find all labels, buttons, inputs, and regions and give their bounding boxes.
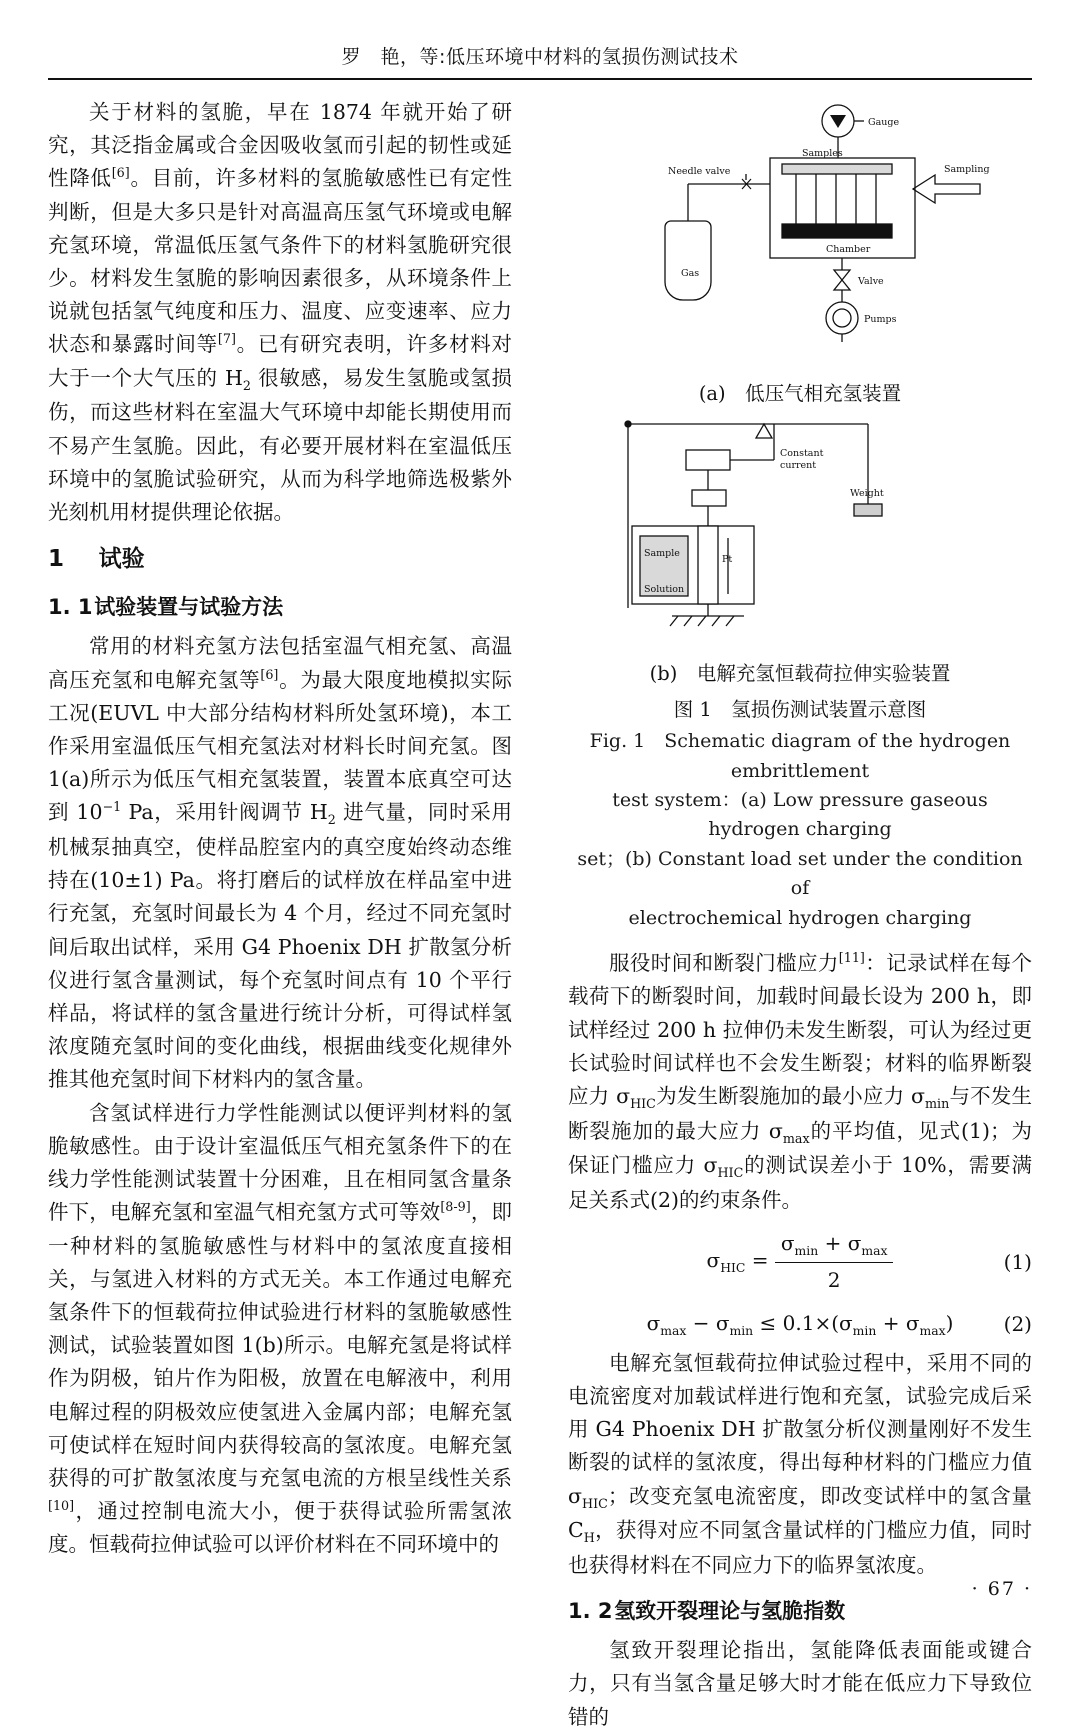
- figure-label-solution: Solution: [644, 583, 685, 595]
- paragraph: 关于材料的氢脆，早在 1874 年就开始了研究，其泛指金属或合金因吸收氢而引起的韧性或延性降低[6]。目前，许多材料的氢脆敏感性已有定性判断，但是大多只是针对高温高压氢气环境或电解充氢环境，常温低压氢气条件下的材料氢脆研究很少。材料发生氢脆的影响因素很多，从环境条件上说就包括氢气纯度和压力、温度、应变速率、应力状态和暴露时间等[7]。已有研究表明，许多材料对大于一个大气压的 $H_2$ 很敏感，易发生氢脆或氢损伤，而这些材料在室温大气环境中却能长期使用而不易产生氢脆。因此，有必要开展材料在室温低压环境中的氢脆试验研究，从而为科学地筛选极紫外光刻机用材提供理论依据。: [48, 100, 513, 524]
- paragraph: 常用的材料充氢方法包括室温气相充氢、高温高压充氢和电解充氢等[6]。为最大限度地模拟实际工况(EUVL 中大部分结构材料所处氢环境)，本工作采用室温低压气相充氢法对材料长时间充氢。图 1(a)所示为低压气相充氢装置，装置本底真空可达到 $10^{-1}$ Pa，采用针阀调节 $H_2$ 进气量，同时采用机械泵抽真空，使样品腔室内的真空度始终动态维持在(10±1) Pa。将打磨后的试样放在样品室中进行充氢，充氢时间最长为 4 个月，经过不同充氢时间后取出试样，采用 G4 Phoenix DH 扩散氢分析仪进行氢含量测试，每个充氢时间点有 10 个平行样品，将试样的氢含量进行统计分析，可得试样氢浓度随充氢时间的变化曲线，根据曲线变化规律外推其他充氢时间下材料内的氢含量。: [48, 634, 513, 1092]
- right-column: [568, 96, 1032, 1734]
- section-number: 1. 1: [48, 595, 93, 620]
- paragraph: 氢致开裂理论指出，氢能降低表面能或键合力，只有当氢含量足够大时才能在低应力下导致位错的: [568, 1638, 1032, 1729]
- figure-label-pumps: Pumps: [864, 314, 897, 325]
- figure-1a-diagram: [568, 96, 1032, 364]
- section-number: 1. 2: [568, 1599, 613, 1624]
- figure-label-current: current: [780, 459, 817, 471]
- section-title: 试验装置与试验方法: [94, 595, 284, 620]
- figure-label-weight: Weight: [850, 487, 884, 499]
- figure-label-constant: Constant: [780, 447, 824, 459]
- figure-caption-cn: 图 1 氢损伤测试装置示意图: [673, 697, 927, 721]
- left-column: [48, 96, 512, 1562]
- page-number: · 67 ·: [971, 1578, 1032, 1600]
- paragraph: 电解充氢恒载荷拉伸试验过程中，采用不同的电流密度对加载试样进行饱和充氢，试验完成后采用 G4 Phoenix DH 扩散氢分析仪测量刚好不发生断裂的试样的氢浓度，得出每种材料的门槛应力值 $\sigma_{HIC}$；改变充氢电流密度，即改变试样中的氢含量 $C_H$，获得对应不同氢含量试样的门槛应力值，同时也获得材料在不同应力下的临界氢浓度。: [568, 1350, 1032, 1577]
- section-heading-1: [48, 541, 512, 578]
- equation-number: (1): [1003, 1249, 1032, 1274]
- figure-label-valve: Valve: [858, 276, 884, 287]
- equation-1-body: $\sigma_{HIC}$ = $\frac{\sigma_{min} + \sigma_{max}}{2}$: [707, 1248, 894, 1272]
- paragraph: 服役时间和断裂门槛应力[11]：记录试样在每个载荷下的断裂时间，加载时间最长设为 200 h，即试样经过 200 h 拉伸仍未发生断裂，可认为经过更长试验时间试样也不会发生断裂；材料的临界断裂应力 $\sigma_{HIC}$为发生断裂施加的最小应力 $\sigma_{min}$与不发生断裂施加的最大应力 $\sigma_{max}$的平均值，见式(1)；为保证门槛应力 $\sigma_{HIC}$的测试误差小于 10%，需要满足关系式(2)的约束条件。: [568, 950, 1032, 1213]
- fraction-denominator: 2: [827, 1268, 841, 1293]
- equation-1: [568, 1227, 1032, 1296]
- figure-label-sample: Sample: [644, 547, 680, 559]
- section-number: 1: [48, 546, 65, 573]
- figure-caption-en: [568, 727, 1032, 933]
- figure-caption-b: (b) 电解充氢恒载荷拉伸实验装置: [649, 661, 951, 685]
- figure-label-gauge: Gauge: [868, 117, 900, 128]
- figure-caption-a: (a) 低压气相充氢装置: [698, 382, 902, 406]
- equation-number: (2): [1003, 1311, 1032, 1336]
- figure-caption-en-line: set；(b) Constant load set under the condition of: [577, 847, 1023, 900]
- section-title: 氢致开裂理论与氢脆指数: [614, 1599, 846, 1624]
- figure-label-samples: Samples: [802, 148, 843, 159]
- figure-caption-en-line: Fig. 1 Schematic diagram of the hydrogen embrittlement: [589, 730, 1011, 782]
- figure-caption-en-line: electrochemical hydrogen charging: [628, 906, 972, 929]
- figure-1a: [568, 96, 1032, 374]
- header-rule: [48, 78, 1032, 80]
- figure-label-sampling: Sampling: [944, 164, 990, 175]
- paragraph: 含氢试样进行力学性能测试以便评判材料的氢脆敏感性。由于设计室温低压气相充氢条件下的在线力学性能测试装置十分困难，且在相同氢含量条件下，电解充氢和室温气相充氢方式可等效[8-9]，即一种材料的氢脆敏感性与材料中的氢浓度直接相关，与氢进入材料的方式无关。本工作通过电解充氢条件下的恒载荷拉伸试验进行材料的氢脆敏感性测试，试验装置如图 1(b)所示。电解充氢是将试样作为阴极，铂片作为阳极，放置在电解液中，利用电解过程的阴极效应使氢进入金属内部；电解充氢可使试样在短时间内获得较高的氢浓度。电解充氢获得的可扩散氢浓度与充氢电流的方根呈线性关系[10]，通过控制电流大小，便于获得试验所需氢浓度。恒载荷拉伸试验可以评价材料在不同环境中的: [48, 1100, 513, 1557]
- figure-1b-diagram: [568, 412, 1032, 644]
- figure-1b: [568, 412, 1032, 654]
- running-head: 罗 艳，等:低压环境中材料的氢损伤测试技术: [341, 46, 739, 68]
- figure-caption-en-line: test system：(a) Low pressure gaseous hydrogen charging: [612, 789, 988, 841]
- section-title: 试验: [98, 546, 145, 573]
- equation-2-body: $\sigma_{max} - \sigma_{min} \le 0.1\times(\sigma_{min} + \sigma_{max})$: [646, 1310, 954, 1338]
- fraction: [775, 1227, 894, 1296]
- section-heading-1-1: [48, 590, 512, 624]
- figure-label-pt: Pt: [722, 553, 733, 565]
- figure-label-chamber: Chamber: [826, 244, 871, 255]
- figure-label-gas: Gas: [681, 268, 700, 279]
- fraction-numerator: $\sigma_{min} + \sigma_{max}$: [775, 1227, 894, 1263]
- figure-label-needle-valve: Needle valve: [668, 166, 731, 177]
- equation-2: [568, 1307, 1032, 1341]
